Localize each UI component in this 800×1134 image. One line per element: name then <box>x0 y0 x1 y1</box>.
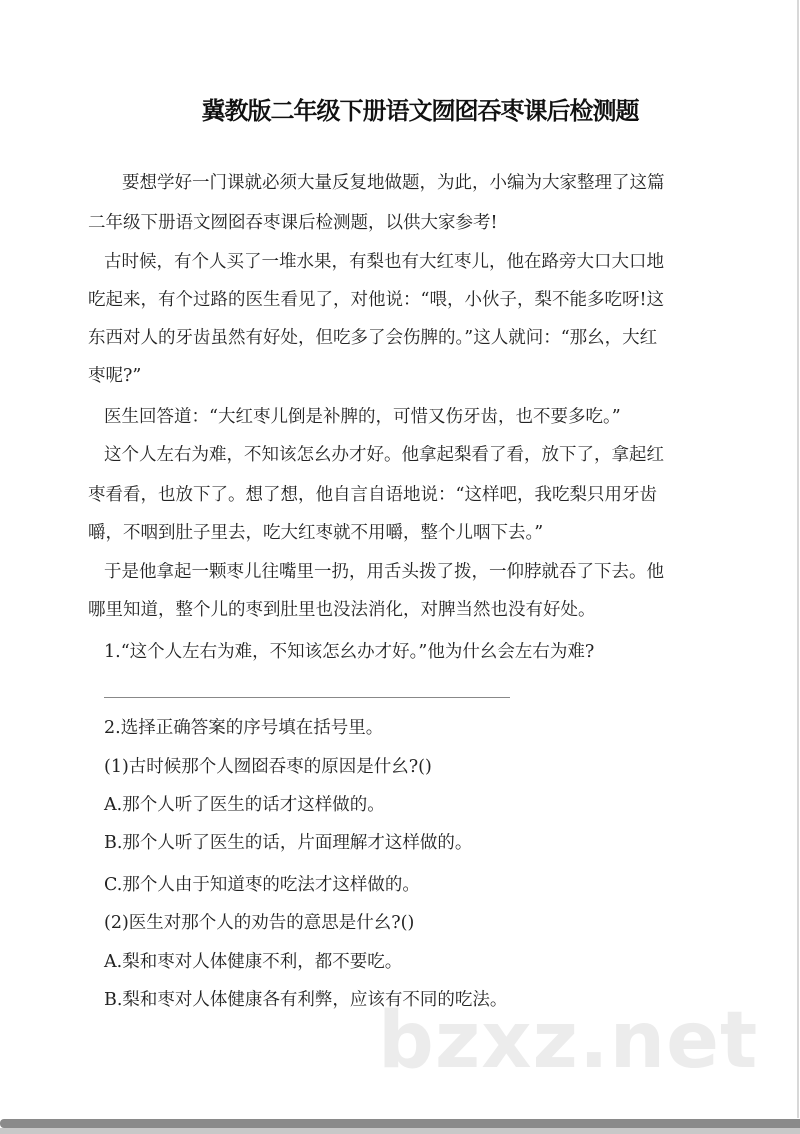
paragraph-line: 东西对人的牙齿虽然有好处，但吃多了会伤脾的。”这人就问：“那幺，大红 <box>88 328 658 348</box>
paragraph-line: 吃起来，有个过路的医生看见了，对他说：“喂，小伙子，梨不能多吃呀!这 <box>88 290 664 310</box>
question-1: 1.“这个人左右为难，不知该怎幺办才好。”他为什幺会左右为难? <box>104 642 595 662</box>
option-b: B.梨和枣对人体健康各有利弊，应该有不同的吃法。 <box>104 990 508 1010</box>
viewer-bottom-edge <box>0 1128 800 1134</box>
paragraph-line: 要想学好一门课就必须大量反复地做题，为此，小编为大家整理了这篇 <box>122 173 665 193</box>
paragraph-line: 二年级下册语文囫囵吞枣课后检测题，以供大家参考! <box>88 213 498 233</box>
paragraph-line: 枣看看，也放下了。想了想，他自言自语地说：“这样吧，我吃梨只用牙齿 <box>88 485 657 505</box>
watermark: bzxz.net <box>378 996 759 1086</box>
paragraph-line: 于是他拿起一颗枣儿往嘴里一扔，用舌头拨了拨，一仰脖就吞了下去。他 <box>104 562 664 582</box>
paragraph-line: 这个人左右为难，不知该怎幺办才好。他拿起梨看了看，放下了，拿起红 <box>104 445 664 465</box>
answer-blank-line <box>104 697 510 698</box>
option-c: C.那个人由于知道枣的吃法才这样做的。 <box>104 875 420 895</box>
paragraph-line: 嚼，不咽到肚子里去，吃大红枣就不用嚼，整个儿咽下去。” <box>88 523 544 543</box>
paragraph-line: 古时候，有个人买了一堆水果，有梨也有大红枣儿，他在路旁大口大口地 <box>104 252 664 272</box>
paragraph-line: 枣呢?” <box>88 366 142 386</box>
option-a: A.梨和枣对人体健康不利，都不要吃。 <box>104 952 403 972</box>
option-b: B.那个人听了医生的话，片面理解才这样做的。 <box>104 833 473 853</box>
question-2: 2.选择正确答案的序号填在括号里。 <box>104 718 384 738</box>
document-title: 冀教版二年级下册语文囫囵吞枣课后检测题 <box>201 97 639 125</box>
question-2-1: (1)古时候那个人囫囵吞枣的原因是什幺?() <box>104 757 432 777</box>
horizontal-scrollbar[interactable] <box>0 1119 800 1128</box>
option-a: A.那个人听了医生的话才这样做的。 <box>104 795 385 815</box>
paragraph-line: 哪里知道，整个儿的枣到肚里也没法消化，对脾当然也没有好处。 <box>88 600 596 620</box>
paragraph-line: 医生回答道：“大红枣儿倒是补脾的，可惜又伤牙齿，也不要多吃。” <box>104 407 621 427</box>
question-2-2: (2)医生对那个人的劝告的意思是什幺?() <box>104 913 415 933</box>
